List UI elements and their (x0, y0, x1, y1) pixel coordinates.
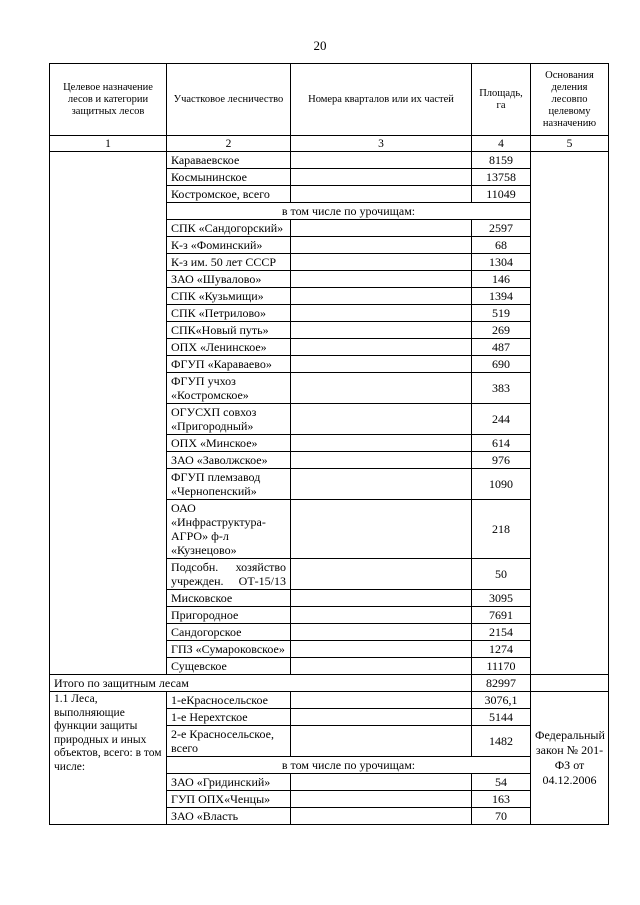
quarters-cell (291, 356, 472, 373)
basis-cell-empty (531, 152, 609, 675)
quarters-cell (291, 709, 472, 726)
quarters-cell (291, 339, 472, 356)
quarters-cell (291, 624, 472, 641)
column-number: 1 (50, 136, 167, 152)
quarters-cell (291, 288, 472, 305)
column-numbers-row (50, 136, 609, 152)
area-value: 1482 (472, 726, 531, 757)
forestry-name: Сандогорское (167, 624, 291, 641)
table-row (50, 692, 609, 709)
tract-name: К-з «Фоминский» (167, 237, 291, 254)
area-value: 50 (472, 559, 531, 590)
area-value: 3076,1 (472, 692, 531, 709)
area-value: 11049 (472, 186, 531, 203)
forestry-name: ГПЗ «Сумароковское» (167, 641, 291, 658)
forestry-name: Космынинское (167, 169, 291, 186)
area-value: 1304 (472, 254, 531, 271)
tract-name: ФГУП «Караваево» (167, 356, 291, 373)
forestry-name: Пригородное (167, 607, 291, 624)
total-row (50, 675, 609, 692)
tract-name: ГУП ОПХ«Ченцы» (167, 791, 291, 808)
forestry-name: Костромское, всего (167, 186, 291, 203)
quarters-cell (291, 186, 472, 203)
quarters-cell (291, 152, 472, 169)
area-value: 976 (472, 452, 531, 469)
area-value: 519 (472, 305, 531, 322)
area-value: 2154 (472, 624, 531, 641)
tract-name: ЗАО «Гридинский» (167, 774, 291, 791)
forestry-name: Мисковское (167, 590, 291, 607)
header-forestry: Участковое лесничество (167, 64, 291, 136)
quarters-cell (291, 641, 472, 658)
total-label: Итого по защитным лесам (50, 675, 472, 692)
quarters-cell (291, 607, 472, 624)
quarters-cell (291, 469, 472, 500)
tract-name: ОПХ «Минское» (167, 435, 291, 452)
quarters-cell (291, 452, 472, 469)
quarters-cell (291, 271, 472, 288)
tract-name: ФГУП племзавод «Чернопенский» (167, 469, 291, 500)
area-value: 1274 (472, 641, 531, 658)
header-purpose: Целевое назначение лесов и категории защитных лесов (50, 64, 167, 136)
tract-name: СПК «Петрилово» (167, 305, 291, 322)
quarters-cell (291, 169, 472, 186)
quarters-cell (291, 692, 472, 709)
quarters-cell (291, 435, 472, 452)
category-cell-empty (50, 152, 167, 675)
quarters-cell (291, 220, 472, 237)
quarters-cell (291, 237, 472, 254)
tract-name: Подсобн. хозяйство учрежден. ОТ-15/13 (167, 559, 291, 590)
tract-name: СПК «Кузьмищи» (167, 288, 291, 305)
quarters-cell (291, 726, 472, 757)
area-value: 5144 (472, 709, 531, 726)
forest-table (49, 63, 609, 825)
basis-cell-empty (531, 675, 609, 692)
column-number: 4 (472, 136, 531, 152)
quarters-cell (291, 254, 472, 271)
area-value: 1394 (472, 288, 531, 305)
area-value: 163 (472, 791, 531, 808)
tract-name: СПК «Сандогорский» (167, 220, 291, 237)
area-value: 3095 (472, 590, 531, 607)
tract-name: ЗАО «Заволжское» (167, 452, 291, 469)
forestry-name: 2-е Красносельское, всего (167, 726, 291, 757)
quarters-cell (291, 791, 472, 808)
quarters-cell (291, 559, 472, 590)
area-value: 7691 (472, 607, 531, 624)
tract-name: ЗАО «Шувалово» (167, 271, 291, 288)
column-number: 3 (291, 136, 472, 152)
area-value: 70 (472, 808, 531, 825)
basis-federal-law: Федеральный закон № 201-ФЗ от 04.12.2006 (531, 692, 609, 825)
area-value: 269 (472, 322, 531, 339)
column-number: 2 (167, 136, 291, 152)
forestry-name: Караваевское (167, 152, 291, 169)
area-value: 8159 (472, 152, 531, 169)
area-value: 146 (472, 271, 531, 288)
tract-name: ЗАО «Власть (167, 808, 291, 825)
quarters-cell (291, 404, 472, 435)
quarters-cell (291, 808, 472, 825)
forestry-name: Сущевское (167, 658, 291, 675)
quarters-cell (291, 774, 472, 791)
forestry-name: 1-е Нерехтское (167, 709, 291, 726)
area-value: 54 (472, 774, 531, 791)
quarters-cell (291, 500, 472, 559)
tract-name: ОГУСХП совхоз «Пригородный» (167, 404, 291, 435)
area-value: 244 (472, 404, 531, 435)
total-area: 82997 (472, 675, 531, 692)
quarters-cell (291, 305, 472, 322)
tract-name: ФГУП учхоз «Костромское» (167, 373, 291, 404)
area-value: 383 (472, 373, 531, 404)
area-value: 614 (472, 435, 531, 452)
subheader-tracts: в том числе по урочищам: (167, 203, 531, 220)
area-value: 13758 (472, 169, 531, 186)
header-area: Площадь, га (472, 64, 531, 136)
table-row (50, 152, 609, 169)
area-value: 690 (472, 356, 531, 373)
tract-name: СПК«Новый путь» (167, 322, 291, 339)
header-quarters: Номера кварталов или их частей (291, 64, 472, 136)
category-1-1: 1.1 Леса, выполняющие функции защиты природных и иных объектов, всего: в том числе: (50, 692, 167, 825)
page-number: 20 (313, 38, 327, 53)
quarters-cell (291, 658, 472, 675)
header-row (50, 64, 609, 136)
forestry-name: 1-еКрасносельское (167, 692, 291, 709)
tract-name: ОПХ «Ленинское» (167, 339, 291, 356)
tract-name: ОАО «Инфраструктура-АГРО» ф-л «Кузнецово» (167, 500, 291, 559)
area-value: 68 (472, 237, 531, 254)
area-value: 2597 (472, 220, 531, 237)
area-value: 1090 (472, 469, 531, 500)
header-basis: Основания деления лесовпо целевому назначению (531, 64, 609, 136)
quarters-cell (291, 373, 472, 404)
quarters-cell (291, 322, 472, 339)
area-value: 218 (472, 500, 531, 559)
area-value: 487 (472, 339, 531, 356)
tract-name: К-з им. 50 лет СССР (167, 254, 291, 271)
area-value: 11170 (472, 658, 531, 675)
subheader-tracts: в том числе по урочищам: (167, 757, 531, 774)
column-number: 5 (531, 136, 609, 152)
quarters-cell (291, 590, 472, 607)
